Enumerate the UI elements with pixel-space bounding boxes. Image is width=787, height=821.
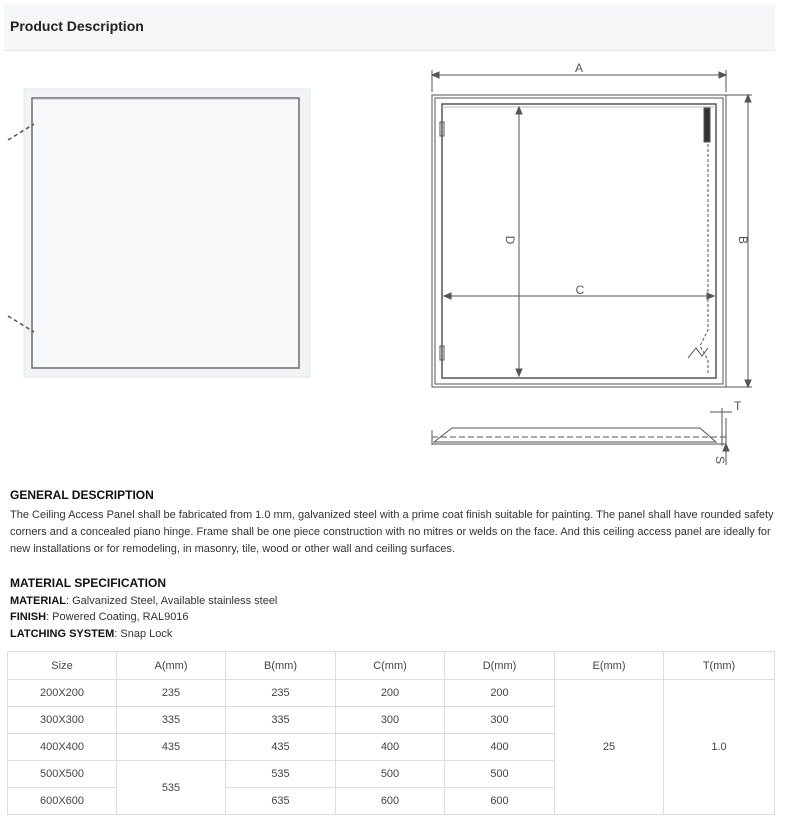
col-header-a: A(mm) xyxy=(117,652,226,680)
technical-drawing xyxy=(420,60,760,470)
cell-size: 400X400 xyxy=(8,734,117,761)
col-header-t: T(mm) xyxy=(664,652,775,680)
dim-label-s: S xyxy=(713,456,727,465)
cell-e: 25 xyxy=(555,680,664,815)
dim-label-c: C xyxy=(575,283,585,297)
cell-c: 200 xyxy=(336,680,445,707)
dim-label-d: D xyxy=(503,235,517,245)
col-header-size: Size xyxy=(8,652,117,680)
cell-b: 535 xyxy=(226,761,336,788)
material-spec-title: MATERIAL SPECIFICATION xyxy=(10,576,166,590)
cell-size: 300X300 xyxy=(8,707,117,734)
cell-b: 335 xyxy=(226,707,336,734)
cell-d: 500 xyxy=(445,761,555,788)
general-description-text: The Ceiling Access Panel shall be fabricated from 1.0 mm, galvanized steel with a prime coat finish suitable for painting. The panel shall have rounded safety corners and a concealed piano hinge. Frame shall be one piece construction with no mitres or welds on the face. And this ceiling access panel are ideally for new installations or for remodeling, in masonry, tile, wood or other wall and ceiling surfaces. xyxy=(10,509,774,555)
cell-b: 635 xyxy=(226,788,336,815)
cell-c: 600 xyxy=(336,788,445,815)
col-header-c: C(mm) xyxy=(336,652,445,680)
dim-label-t: T xyxy=(734,399,742,413)
spec-latching: LATCHING SYSTEM: Snap Lock xyxy=(10,628,173,640)
dim-label-a: A xyxy=(574,61,584,75)
section-header xyxy=(4,4,775,51)
spec-finish: FINISH: Powered Coating, RAL9016 xyxy=(10,611,189,623)
cell-a: 435 xyxy=(117,734,226,761)
col-header-e: E(mm) xyxy=(555,652,664,680)
cell-b: 435 xyxy=(226,734,336,761)
product-photo xyxy=(0,80,320,380)
cell-d: 300 xyxy=(445,707,555,734)
cell-size: 500X500 xyxy=(8,761,117,788)
size-table xyxy=(7,651,775,815)
cell-b: 235 xyxy=(226,680,336,707)
col-header-b: B(mm) xyxy=(226,652,336,680)
cell-size: 200X200 xyxy=(8,680,117,707)
section-title: Product Description xyxy=(10,18,144,34)
cell-d: 600 xyxy=(445,788,555,815)
dim-label-b: B xyxy=(736,235,750,245)
general-description-title: GENERAL DESCRIPTION xyxy=(10,488,154,502)
cell-a: 535 xyxy=(117,761,226,815)
spec-material: MATERIAL: Galvanized Steel, Available stainless steel xyxy=(10,595,278,607)
cell-t: 1.0 xyxy=(664,680,775,815)
table-row xyxy=(8,680,775,707)
cell-size: 600X600 xyxy=(8,788,117,815)
table-header-row xyxy=(8,652,775,680)
cell-c: 400 xyxy=(336,734,445,761)
cell-a: 335 xyxy=(117,707,226,734)
col-header-d: D(mm) xyxy=(445,652,555,680)
cell-c: 500 xyxy=(336,761,445,788)
cell-d: 200 xyxy=(445,680,555,707)
cell-d: 400 xyxy=(445,734,555,761)
cell-a: 235 xyxy=(117,680,226,707)
cell-c: 300 xyxy=(336,707,445,734)
